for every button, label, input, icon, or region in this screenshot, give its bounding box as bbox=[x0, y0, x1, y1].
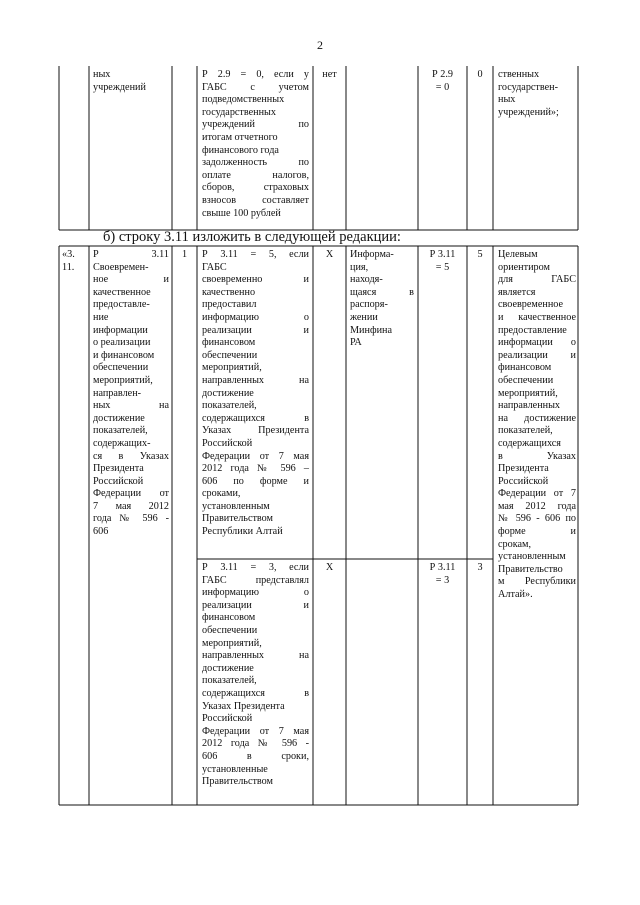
section-heading: б) строку 3.11 изложить в следующей редакции: bbox=[103, 229, 401, 245]
main-row-number: «3. 11. bbox=[62, 249, 75, 273]
page-number: 2 bbox=[317, 38, 323, 52]
main-row-criterion-5: Р 3.11 = 5, если ГАБС своевременно и качественно предоставил информацию о реализации и финансовом обеспечении мероприятий, направленных на достижение показателей, содержащихся в Указах Президента Российской Федерации от 7 мая 2012 года № 596 – 606 по форме и сроками, установленным Правительством Республики Алтай bbox=[202, 249, 309, 538]
top-row-col9-text: ственных государствен- ных учреждений»; bbox=[498, 69, 559, 118]
top-row-col5-value: нет bbox=[322, 69, 337, 80]
top-row-col8-score: 0 bbox=[477, 69, 483, 80]
sub-row-formula-3: Р 3.11 = 3 bbox=[429, 562, 456, 586]
main-row-weight: 1 bbox=[181, 249, 188, 260]
sub-row-score-3: 3 bbox=[477, 562, 483, 573]
main-row-score-5: 5 bbox=[477, 249, 483, 260]
main-row-source: Информа- ция, находя- щаяся в распоря- жении Минфина РА bbox=[350, 249, 414, 349]
top-row-col2-text: ных учреждений bbox=[93, 69, 146, 93]
main-row-target-description: Целевым ориентиром для ГАБС является своевременное и качественное предоставление информации о реализации и финансовом обеспечении мероприятий, направленных на достижение показателей, содержащихся в Указах Президента Российской Федерации от 7 мая 2012 года № 596 - 606 по форме и срокам, установленным Правительство м Республики Алтай». bbox=[498, 249, 576, 601]
main-row-indicator-name: Р 3.11 Своевремен- ное и качественное предоставле- ние информации о реализации и финансовом обеспечении мероприятий, направлен- ных на достижение показателей, содержащих- ся в Указах Президента Российской Федерации от 7 мая 2012 года № 596 - 606 bbox=[93, 249, 169, 538]
top-row-col7-formula: Р 2.9 = 0 bbox=[432, 69, 453, 93]
top-row-criterion-text: Р 2.9 = 0, если у ГАБС с учетом подведомственных государственных учреждений по итогам отчетного финансового года задолженность по оплате налогов, сборов, страховых взносов составляет свыше 100 рублей bbox=[202, 69, 309, 219]
main-row-formula-5: Р 3.11 = 5 bbox=[429, 249, 456, 273]
sub-row-col5-mark: Х bbox=[325, 562, 334, 573]
sub-row-criterion-3: Р 3.11 = 3, если ГАБС представлял информацию о реализации и финансовом обеспечении мероприятий, направленных на достижение показателей, содержащихся в Указах Президента Российской Федерации от 7 мая 2012 года № 596 - 606 в сроки, установленные Правительством bbox=[202, 562, 309, 788]
main-row-col5-mark: Х bbox=[325, 249, 334, 260]
